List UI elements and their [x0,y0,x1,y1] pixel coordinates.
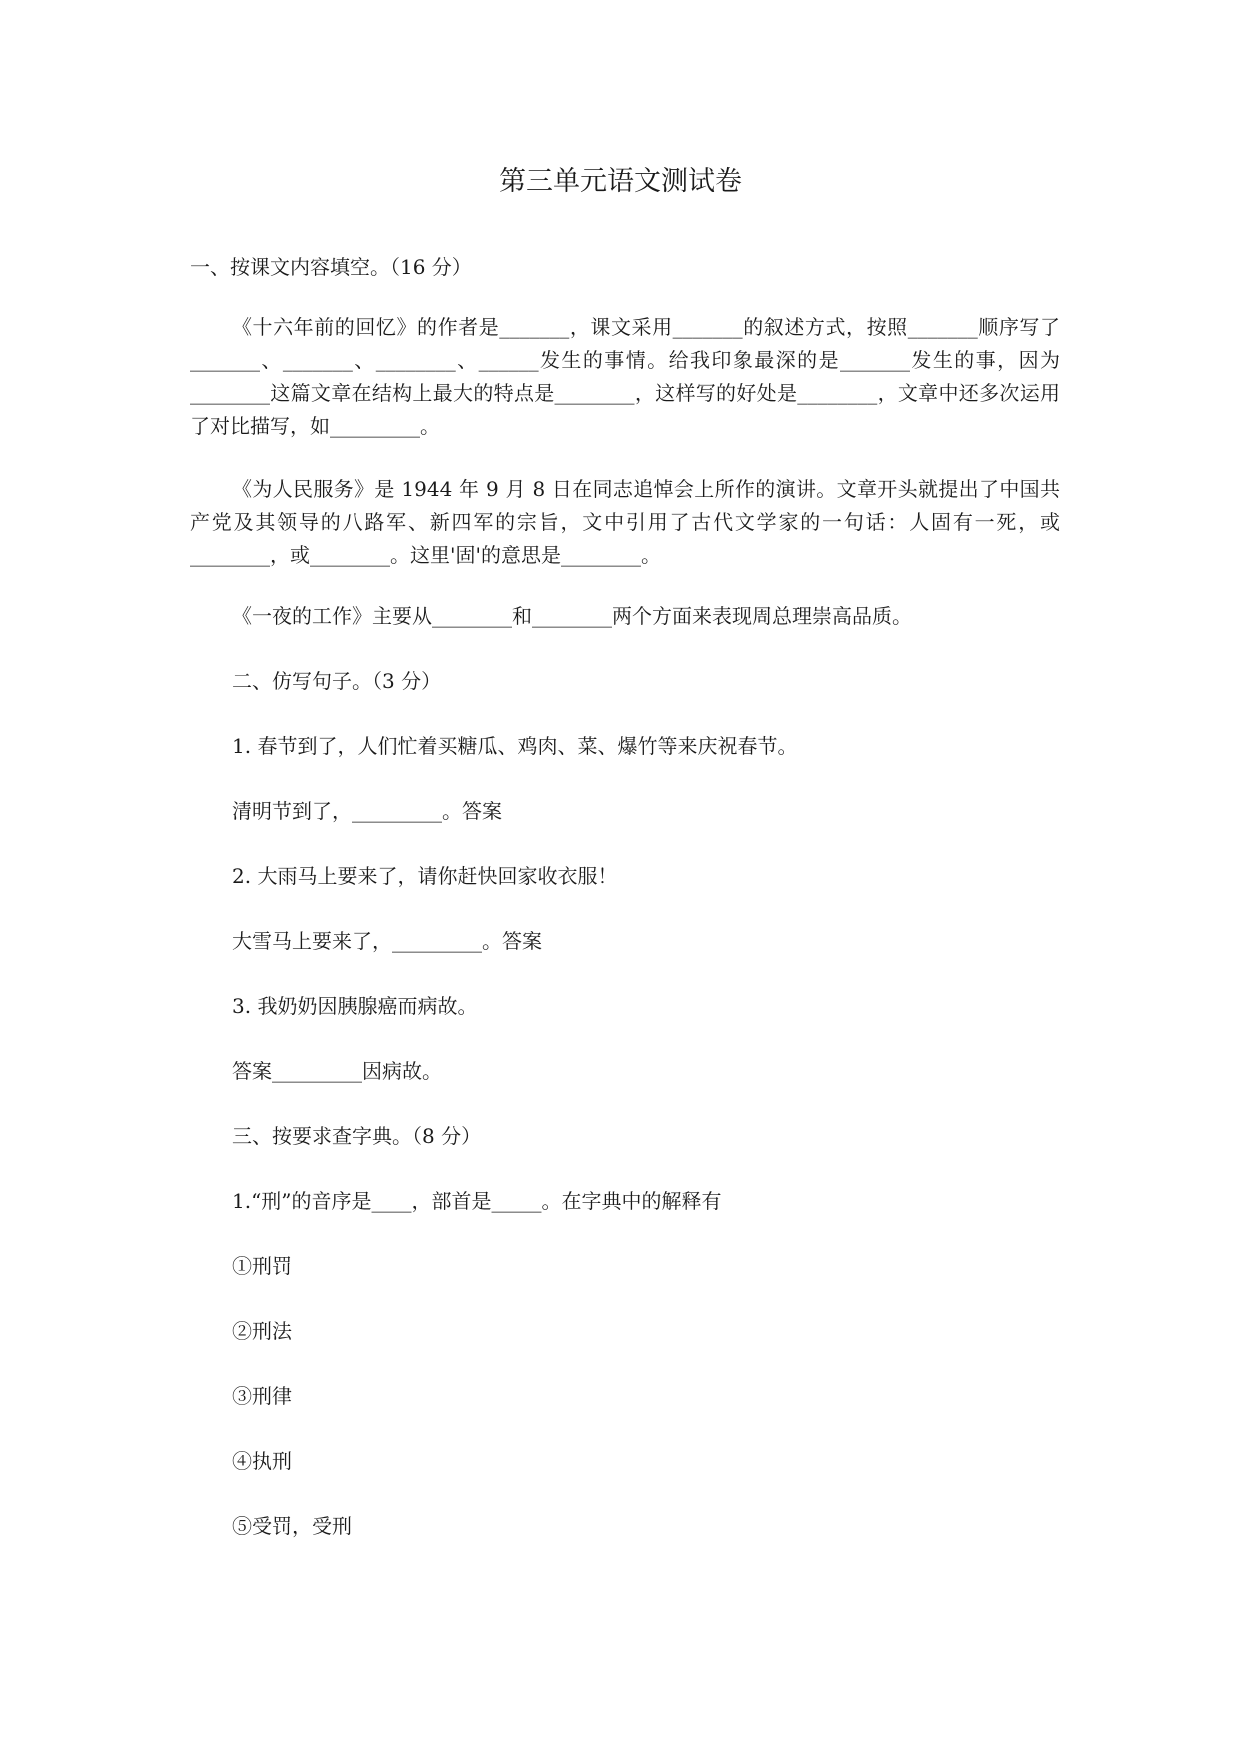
section-3-option-5: ⑤受罚，受刑 [232,1514,352,1538]
section-3-option-2: ②刑法 [232,1319,292,1343]
section-3-option-1: ①刑罚 [232,1254,292,1278]
section-2-answer-3: 答案_________因病故。 [232,1059,442,1083]
section-3-question-1: 1.“刑”的音序是____，部首是_____。在字典中的解释有 [232,1189,722,1213]
section-2-question-1: 1. 春节到了，人们忙着买糖瓜、鸡肉、菜、爆竹等来庆祝春节。 [232,734,798,758]
section-1-paragraph-2: 《为人民服务》是 1944 年 9 月 8 日在同志追悼会上所作的演讲。文章开头就提出了中国共产党及其领导的八路军、新四军的宗旨，文中引用了古代文学家的一句话：人固有一死，或________，或________。这里'固'的意思是________。 [190,477,1060,567]
section-1-heading: 一、按课文内容填空。（16 分） [190,255,472,279]
section-1-paragraph-3: 《一夜的工作》主要从________和________两个方面来表现周总理崇高品质。 [232,604,912,628]
section-1-paragraph-1: 《十六年前的回忆》的作者是_______，课文采用_______的叙述方式，按照_______顺序写了_______、_______、________、______发生的事情。给我印象最深的是_______发生的事，因为________这篇文章在结构上最大的特点是________，这样写的好处是________，文章中还多次运用了对比描写，如_________。 [190,315,1060,438]
section-2-answer-2: 大雪马上要来了，_________。答案 [232,929,542,953]
section-3-heading: 三、按要求查字典。（8 分） [232,1124,482,1148]
section-2-question-3: 3. 我奶奶因胰腺癌而病故。 [232,994,478,1018]
section-3-option-4: ④执刑 [232,1449,292,1473]
section-2-heading: 二、仿写句子。（3 分） [232,669,442,693]
section-3-option-3: ③刑律 [232,1384,292,1408]
section-2-answer-1: 清明节到了，_________。答案 [232,799,502,823]
document-title: 第三单元语文测试卷 [499,166,742,197]
section-2-question-2: 2. 大雨马上要来了，请你赶快回家收衣服！ [232,864,618,888]
